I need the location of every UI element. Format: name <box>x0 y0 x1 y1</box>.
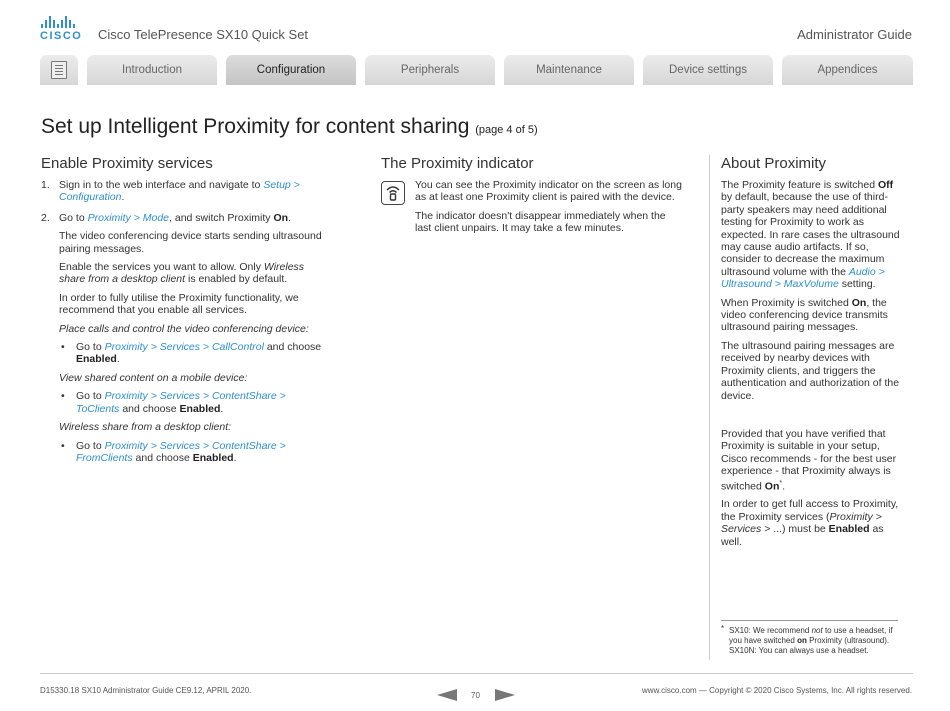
next-page-arrow-icon[interactable] <box>495 688 515 706</box>
about-p1 <box>721 179 906 291</box>
heading-proximity-indicator: The Proximity indicator <box>381 155 534 172</box>
footnote-ref: * <box>779 479 783 487</box>
about-p2 <box>721 297 906 334</box>
heading-enable-proximity: Enable Proximity services <box>41 155 213 172</box>
footnote-l1-body: to use a headset, if you have switched <box>729 626 893 645</box>
cisco-logo-text: CISCO <box>40 30 83 42</box>
tab-appendices[interactable]: Appendices <box>782 55 913 85</box>
goto-text: Go to <box>76 341 102 354</box>
goto-text: Go to <box>76 390 102 403</box>
tab-introduction[interactable]: Introduction <box>87 55 217 85</box>
about-p3: The ultrasound pairing messages are received by nearby devices with Proximity clients, and triggers the authentication and authorization of the device. <box>721 339 900 402</box>
footnote-l1-not: not <box>811 626 823 635</box>
about-p4-prefix: Provided that you have verified that Proximity is suitable in your setup, Cisco recommends - for the best user experience - that Proximity always is switched <box>721 427 897 493</box>
indicator-p1: You can see the Proximity indicator on the screen as long as at least one Proximity client is paired with the device. <box>415 179 682 204</box>
proximity-indicator-icon <box>381 181 405 205</box>
footnote-l1-on: on <box>797 636 807 645</box>
footer-divider <box>40 673 913 674</box>
bullet-mark: • <box>61 390 65 403</box>
goto-text: Go to <box>76 439 102 452</box>
about-p4-on: On <box>764 480 780 493</box>
step-2-number: 2. <box>41 211 50 224</box>
proximity-indicator-text <box>415 179 683 241</box>
product-title: Cisco TelePresence SX10 Quick Set <box>98 27 309 42</box>
about-p2-body: , the video conferencing device transmits ultrasound pairing messages. <box>721 296 888 334</box>
tab-configuration[interactable]: Configuration <box>226 55 356 85</box>
bullet-to-clients: • Go to Proximity > Services > ContentShare > ToClients and choose Enabled. <box>61 390 286 415</box>
cisco-logo-bars <box>40 16 86 28</box>
setup-configuration-link[interactable]: Setup > Configuration <box>59 179 300 204</box>
step-2-p1: The video conferencing device starts sending ultrasound pairing messages. <box>59 230 322 255</box>
proximity-mode-link[interactable]: Proximity > Mode <box>87 211 170 224</box>
enable-proximity-steps <box>41 179 326 464</box>
about-p1-end: setting. <box>841 278 876 291</box>
about-p1-body: by default, because the use of third-party speakers may need additional testing for Proximity to work as expected. In rare cases the ultrasound may cause audio artifacts. If so, consider to decrease the maximum ultrasound volume with the <box>721 191 900 278</box>
footnote-body <box>721 626 898 656</box>
heading-about-proximity: About Proximity <box>721 155 827 172</box>
from-clients-link[interactable]: Proximity > Services > ContentShare > FromClients <box>76 439 286 464</box>
to-clients-link[interactable]: Proximity > Services > ContentShare > ToClients <box>76 390 286 415</box>
guide-title: Administrator Guide <box>797 27 912 42</box>
footer-doc-id: D15330.18 SX10 Administrator Guide CE9.12, APRIL 2020. <box>40 686 252 695</box>
step-1-number: 1. <box>41 179 50 191</box>
section-call-control-title: Place calls and control the video conferencing device: <box>59 322 309 335</box>
step-2: 2. Go to Proximity > Mode, and switch Proximity On. The video conferencing device starts sending ultrasound pairing messages. Enable the services you want to allow. Only Wireless share from a desktop client is enabled by default. In order to fully utilise the Proximity functionality, we recommend that you enable all services. Place calls and control the video conferencing device: • Go to Proximity > Services > CallControl and choose Enabled. View shared content on a mobile device: • Go to Proximity > Services > ContentShare > ToClients and choose Enabled. Wireless share from a desktop client: • Go to Proximity > Services > ContentShare > FromClients and choose Enabled. <box>41 212 326 465</box>
bullet-mark: • <box>61 341 65 354</box>
page-note: (page 4 of 5) <box>475 124 538 136</box>
column-divider <box>709 155 711 660</box>
tab-maintenance[interactable]: Maintenance <box>504 55 634 85</box>
footnote-l1-end: Proximity (ultrasound). <box>809 636 890 645</box>
about-p5 <box>721 498 906 548</box>
tab-peripherals[interactable]: Peripherals <box>365 55 495 85</box>
bullet-call-control: • Go to Proximity > Services > CallControl and choose Enabled. <box>61 341 322 366</box>
footer-copyright: www.cisco.com — Copyright © 2020 Cisco Systems, Inc. All rights reserved. <box>642 686 912 695</box>
page-title-text: Set up Intelligent Proximity for content sharing <box>41 115 470 138</box>
enabled-text: Enabled <box>76 353 117 366</box>
about-p4: Provided that you have verified that Proximity is suitable in your setup, Cisco recommends - for the best user experience - that Proximity always is switched On*. <box>721 427 897 493</box>
book-icon <box>51 61 67 79</box>
about-p5-italic: Proximity > Services > <box>721 510 882 536</box>
page-number: 70 <box>471 691 480 700</box>
enabled-text: Enabled <box>192 451 234 464</box>
step-1-text: Sign in to the web interface and navigate to <box>59 179 261 191</box>
about-p5-enabled: Enabled <box>828 523 870 536</box>
footnote-l2: SX10N: You can always use a headset. <box>729 646 869 655</box>
tab-contents[interactable] <box>40 55 78 85</box>
about-p5-prefix: In order to get full access to Proximity, the Proximity services ( <box>721 498 899 523</box>
bullet-mark: • <box>61 439 65 452</box>
bullet-from-clients: • Go to Proximity > Services > ContentShare > FromClients and choose Enabled. <box>61 439 286 464</box>
step-1: 1. Sign in to the web interface and navigate to Setup > Configuration. <box>41 179 300 204</box>
about-proximity-text <box>721 179 906 554</box>
enabled-text: Enabled <box>179 402 221 415</box>
step-2-p2 <box>59 261 326 286</box>
and-choose-text: and choose <box>135 451 190 464</box>
about-p5-mid: ...) must be <box>773 523 826 536</box>
about-p2-on: On <box>851 296 867 309</box>
about-p1-prefix: The Proximity feature is switched <box>721 179 876 191</box>
section-from-clients-title: Wireless share from a desktop client: <box>59 421 232 434</box>
about-p2-prefix: When Proximity is switched <box>721 296 849 309</box>
and-choose-text: and choose <box>266 341 322 354</box>
footnote <box>721 620 898 656</box>
tab-device-settings[interactable]: Device settings <box>643 55 773 85</box>
indicator-p2: The indicator doesn't disappear immediately when the last client unpairs. It may take a few minutes. <box>415 209 666 235</box>
about-p5-end: as well. <box>721 523 884 548</box>
step-2-prefix: Go to <box>59 211 85 224</box>
p2-prefix: Enable the services you want to allow. Only <box>59 261 261 274</box>
about-p1-off: Off <box>877 179 894 191</box>
and-choose-text: and choose <box>122 402 177 415</box>
max-volume-link[interactable]: Audio > Ultrasound > MaxVolume <box>721 265 885 291</box>
step-2-p3: In order to fully utilise the Proximity functionality, we recommend that you enable all services. <box>59 291 299 317</box>
tab-bar <box>40 55 913 85</box>
step-2-on: On <box>273 211 289 224</box>
footnote-l1-prefix: SX10: We recommend <box>729 626 810 635</box>
p2-suffix: is enabled by default. <box>187 273 288 286</box>
call-control-link[interactable]: Proximity > Services > CallControl <box>104 341 264 354</box>
step-2-middle: , and switch Proximity <box>169 211 271 224</box>
cisco-logo <box>40 16 86 42</box>
footnote-mark: * <box>721 624 725 633</box>
prev-page-arrow-icon[interactable] <box>437 688 457 706</box>
section-to-clients-title: View shared content on a mobile device: <box>59 371 248 384</box>
page-title <box>41 115 538 139</box>
p2-italic: Wireless share from a desktop client <box>59 261 305 286</box>
